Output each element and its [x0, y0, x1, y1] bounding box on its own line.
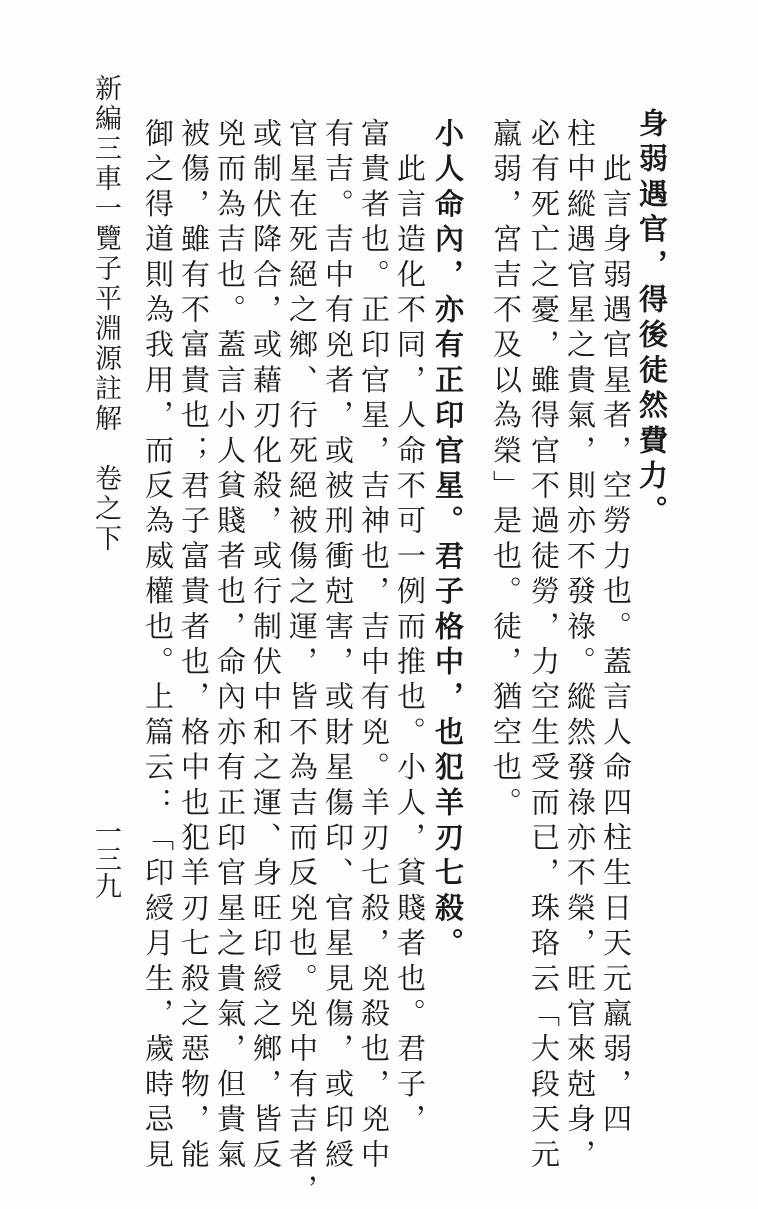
- text-column-14: 御之得道則為我用，而反為威權也。上篇云：「印綬月生，歲時忌見: [141, 118, 175, 1174]
- page-number: 一三九: [90, 818, 121, 899]
- text-column-12: 兇而為吉也。蓋言小人貧賤者也，命內亦有正印官星之貴氣，但貴氣: [213, 118, 247, 1174]
- text-column-5: 羸弱，宮吉不及以為榮」是也。徒，猶空也。: [489, 118, 523, 822]
- text-column-11: 或制伏降合，或藉刃化殺，或行制伏中和之運、身旺印綬之鄉，皆反: [249, 118, 283, 1174]
- text-column-2: 此言身弱遇官星者，空勞力也。蓋言人命四柱生日天元羸弱，四: [599, 118, 633, 1139]
- text-column-4: 必有死亡之憂，雖得官不過徒勞，力空生受而已，珠珞云「大段天元: [527, 118, 561, 1174]
- text-column-8: 富貴者也。正印官星，吉神也，吉中有兇。羊刃七殺，兇殺也，兇中: [357, 118, 391, 1174]
- text-column-7: 此言造化不同，人命不可一例而推也。小人，貧賤者也。君子，: [393, 118, 427, 1139]
- running-title: 新編三車一覽子平淵源註解 卷之下: [90, 74, 121, 554]
- text-column-1: 身弱遇官，得後徒然費力。: [635, 108, 669, 531]
- text-column-9: 有吉。吉中有兇者，或被刑衝尅害，或財星傷印、官星見傷，或印綬: [321, 118, 355, 1174]
- text-column-3: 柱中縱遇官星之貴氣，則亦不發祿。縱然發祿亦不榮，旺官來尅身，: [563, 118, 597, 1174]
- text-column-13: 被傷，雖有不富貴也；君子富貴者也，格中也犯羊刃七殺之惡物，能: [177, 118, 211, 1174]
- text-column-6: 小人命內，亦有正印官星。君子格中，也犯羊刃七殺。: [431, 118, 465, 963]
- text-column-10: 官星在死絕之鄉、行死絕被傷之運，皆不為吉而反兇也。兇中有吉者，: [285, 118, 319, 1209]
